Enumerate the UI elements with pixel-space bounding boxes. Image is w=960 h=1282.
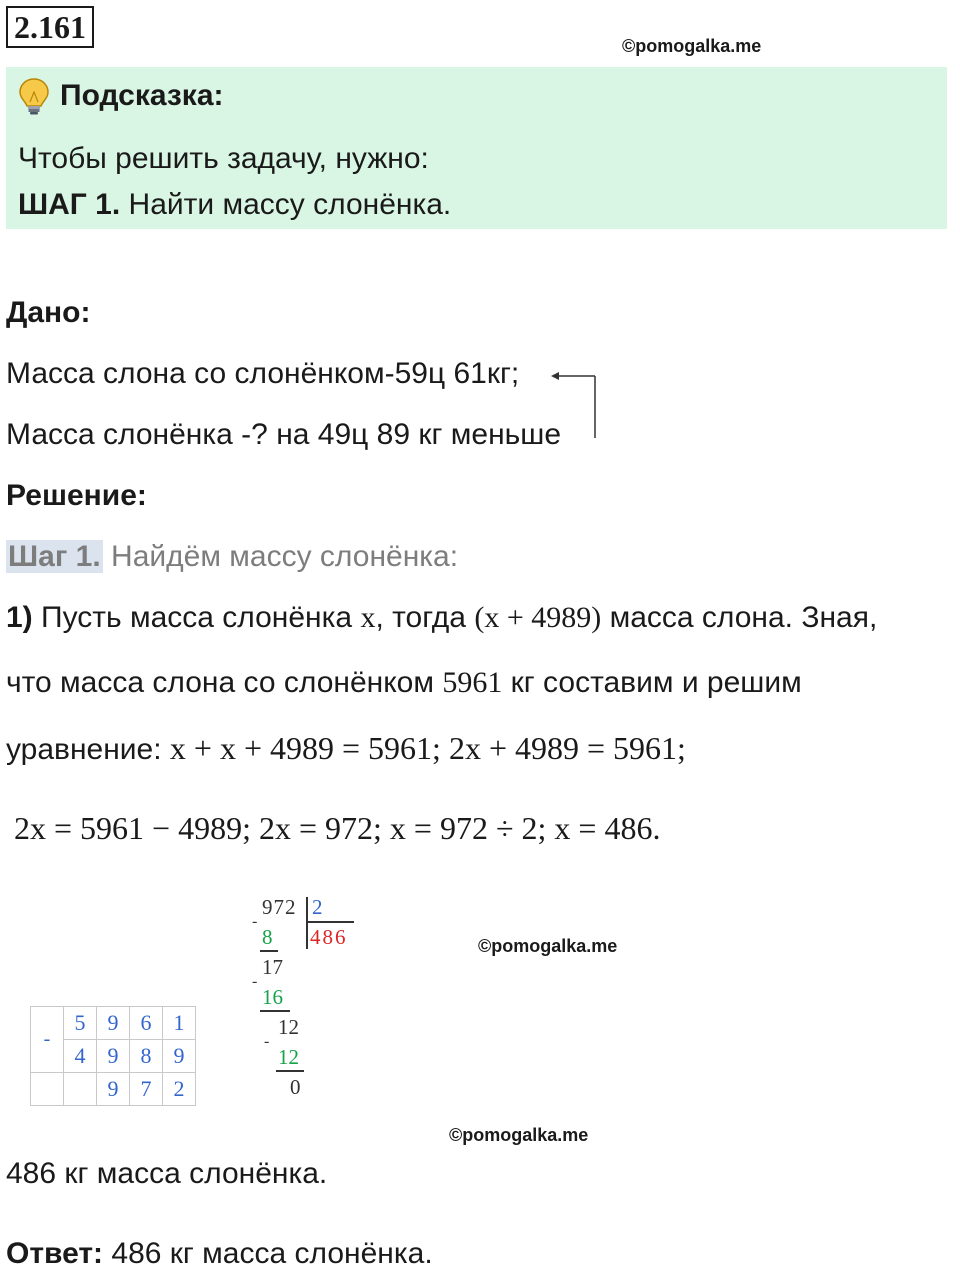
step-sub-1: 8 — [262, 925, 273, 949]
hint-step-label: ШАГ 1. — [18, 188, 121, 221]
division-hline — [306, 921, 354, 923]
digit-cell — [64, 1073, 97, 1106]
dividend: 972 — [262, 895, 297, 919]
para1-var: x — [360, 601, 376, 634]
solution-para-1 — [6, 601, 877, 635]
lightbulb-icon — [16, 76, 52, 116]
solution-step-1 — [6, 540, 458, 574]
digit-cell: 8 — [130, 1040, 163, 1073]
watermark-bottom: ©pomogalka.me — [449, 1125, 589, 1145]
answer-line — [6, 1237, 433, 1271]
para2-num: 5961 — [442, 666, 503, 699]
problem-number: 2.161 — [6, 6, 94, 48]
table-row — [31, 1007, 196, 1040]
line-3 — [276, 1070, 304, 1072]
given-line-1: Масса слона со слонёнком-59ц 61кг; — [6, 357, 520, 390]
para1-text-b: , тогда — [375, 601, 475, 634]
para1-expr: (x + 4989) — [474, 601, 602, 634]
solution-heading: Решение: — [6, 479, 147, 512]
para1-text-c: масса слона. Зная, — [601, 601, 878, 634]
solution-para-3 — [6, 730, 686, 767]
para1-text-a: Пусть масса слонёнка — [32, 601, 361, 634]
item-number: 1) — [6, 601, 33, 634]
given-line-2: Масса слонёнка -? на 49ц 89 кг меньше — [6, 418, 562, 451]
watermark-middle: ©pomogalka.me — [478, 936, 618, 956]
solution-para-2 — [6, 666, 802, 700]
minus-2: - — [252, 973, 258, 990]
digit-cell — [31, 1073, 64, 1106]
digit-cell: 9 — [97, 1040, 130, 1073]
hint-step-text: Найти массу слонёнка. — [120, 188, 452, 221]
para2-text-b: кг составим и решим — [502, 666, 802, 699]
digit-cell: 9 — [163, 1040, 196, 1073]
equation-1: x + x + 4989 = 5961; 2x + 4989 = 5961; — [169, 730, 686, 766]
line-1 — [260, 950, 278, 952]
result-line: 486 кг масса слонёнка. — [6, 1157, 328, 1190]
minus-3: - — [264, 1033, 270, 1050]
digit-cell: 4 — [64, 1040, 97, 1073]
hint-title: Подсказка: — [60, 79, 224, 112]
divisor: 2 — [312, 895, 323, 919]
line-2 — [260, 1010, 290, 1012]
digit-cell: 2 — [163, 1073, 196, 1106]
step-rem-3: 0 — [290, 1075, 301, 1099]
long-division — [250, 893, 370, 1103]
para2-text-a: что масса слона со слонёнком — [6, 666, 443, 699]
given-heading: Дано: — [6, 296, 91, 329]
quotient: 486 — [310, 925, 348, 949]
answer-label: Ответ: — [6, 1237, 104, 1270]
digit-cell: 9 — [97, 1073, 130, 1106]
minus-sign: - — [31, 1007, 64, 1073]
step-sub-3: 12 — [278, 1045, 299, 1069]
solution-step-label: Шаг 1. — [8, 540, 101, 573]
hint-line-1: Чтобы решить задачу, нужно: — [18, 142, 429, 175]
digit-cell: 1 — [163, 1007, 196, 1040]
subtraction-table — [30, 1006, 196, 1106]
step-sub-2: 16 — [262, 985, 283, 1009]
division-vline — [306, 897, 308, 949]
table-row — [31, 1073, 196, 1106]
digit-cell: 7 — [130, 1073, 163, 1106]
solution-step-text: Найдём массу слонёнка: — [102, 540, 459, 573]
digit-cell: 5 — [64, 1007, 97, 1040]
equation-2: 2x = 5961 − 4989; 2x = 972; x = 972 ÷ 2; x = 486. — [14, 810, 661, 846]
step-rem-2: 12 — [278, 1015, 299, 1039]
step-rem-1: 17 — [262, 955, 283, 979]
digit-cell: 6 — [130, 1007, 163, 1040]
digit-cell: 9 — [97, 1007, 130, 1040]
bracket-arrow — [545, 368, 605, 448]
watermark-top: ©pomogalka.me — [622, 36, 762, 56]
minus-1: - — [252, 913, 258, 930]
hint-title-row — [16, 76, 224, 116]
answer-text: 486 кг масса слонёнка. — [103, 1237, 433, 1270]
para3-text: уравнение: — [6, 733, 170, 766]
hint-step-1 — [18, 188, 451, 222]
